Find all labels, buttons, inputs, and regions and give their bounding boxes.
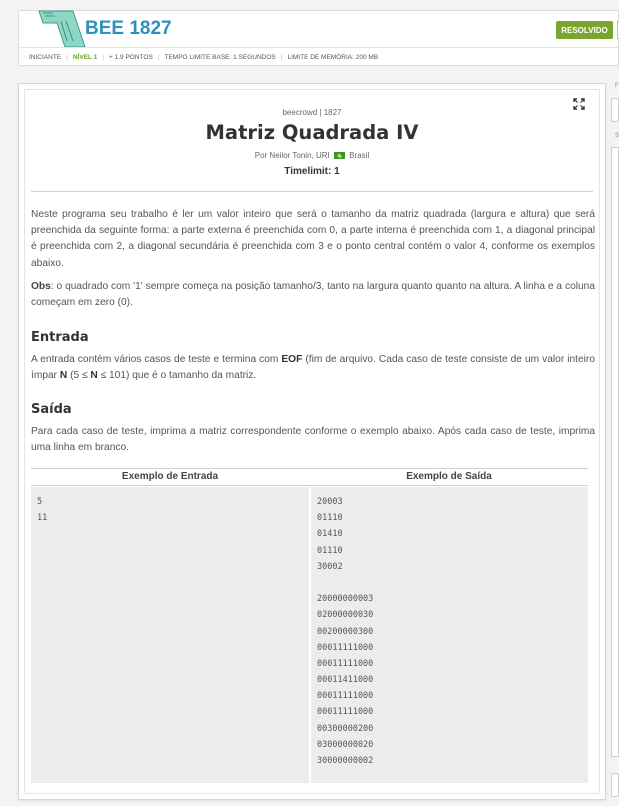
problem-statement-frame	[24, 89, 600, 794]
author-country: Brasil	[349, 151, 370, 160]
output-line: 00300000200	[317, 723, 374, 734]
meta-separator: |	[66, 53, 68, 61]
brazil-flag-icon	[334, 152, 345, 159]
output-line: 20000000003	[317, 594, 374, 605]
output-line: 00011111000	[317, 658, 374, 669]
example-output-header: Exemplo de Saída	[406, 471, 492, 482]
output-line: 03000000020	[317, 739, 374, 750]
input-text: ≤ 101) que é o tamanho da matriz.	[97, 370, 257, 382]
output-line: 00011411000	[317, 675, 374, 686]
input-text: (fim de arquivo. Cada caso de teste consiste de um valor inteiro ímpar	[31, 354, 595, 382]
output-description: Para cada caso de teste, imprima a matriz correspondente conforme o exemplo abaixo. Após cada caso de teste, imprima uma linha em branco.	[31, 426, 595, 454]
input-text: (5 ≤	[67, 370, 91, 382]
output-line: 00011111000	[317, 642, 374, 653]
language-select[interactable]	[611, 98, 619, 122]
code-editor[interactable]	[611, 147, 619, 757]
meta-separator: |	[102, 53, 105, 61]
input-text: A entrada contém vários casos de teste e termina com	[31, 354, 282, 365]
output-line: 01110	[317, 513, 343, 524]
problem-title: Matriz Quadrada IV	[205, 121, 419, 144]
output-line: 00011111000	[317, 707, 374, 718]
beecrowd-logo-icon	[33, 1, 91, 47]
input-line: 5	[37, 497, 43, 507]
output-line: 02000000030	[317, 610, 374, 621]
problem-author	[25, 151, 599, 160]
submit-button[interactable]	[611, 773, 619, 797]
problem-description: Neste programa seu trabalho é ler um valor inteiro que será o tamanho da matriz quadrada (largura e altura) que será preenchida da seguinte forma: a parte externa é preenchida com 0, a parte interna é preenchida com 1, a diagonal principal é preenchida com 2, a diagonal secundária é preenchida com 3 e o ponto central contém o valor 4, conforme os exemplos abaixo.	[31, 209, 595, 269]
output-heading: Saída	[31, 402, 72, 417]
input-eof: EOF	[281, 354, 303, 365]
level-label[interactable]: NÍVEL 1	[72, 53, 98, 61]
output-line: 20003	[317, 497, 343, 507]
problem-meta-bar	[19, 47, 618, 66]
problem-statement-card	[18, 83, 606, 800]
input-description	[31, 352, 595, 384]
example-input-header: Exemplo de Entrada	[121, 471, 219, 482]
output-line: 30002	[317, 561, 343, 572]
examples-header	[31, 468, 588, 486]
problem-code: BEE 1827	[85, 18, 172, 39]
solved-button[interactable]: RESOLVIDO	[556, 21, 613, 39]
output-line: 30000000002	[317, 756, 374, 766]
problem-timelimit: Timelimit: 1	[284, 166, 340, 177]
side-label: F	[615, 83, 619, 89]
category-label[interactable]: INICIANTE	[29, 53, 62, 61]
input-heading: Entrada	[31, 330, 89, 345]
memory-limit-label: LIMITE DE MEMÓRIA: 200 MB	[287, 53, 379, 61]
output-line	[317, 575, 588, 591]
editor-side-panel	[609, 83, 619, 806]
meta-separator: |	[280, 53, 283, 61]
time-limit-label: TEMPO LIMITE BASE: 1 SEGUNDOS	[164, 53, 276, 61]
input-line: 11	[37, 513, 48, 524]
output-line: 01110	[317, 545, 343, 556]
output-line: 01410	[317, 529, 343, 540]
meta-separator: |	[157, 53, 160, 61]
problem-observation	[31, 279, 595, 311]
points-label: + 1.9 PONTOS	[109, 53, 153, 61]
output-line: 00011111000	[317, 691, 374, 702]
problem-header	[18, 10, 619, 66]
side-label: S	[615, 133, 619, 139]
example-output-block[interactable]	[311, 487, 588, 783]
input-n: N	[59, 370, 68, 382]
problem-source: beecrowd | 1827	[282, 108, 342, 117]
input-n: N	[90, 370, 98, 382]
obs-label: Obs	[31, 281, 51, 292]
examples-table	[31, 468, 588, 784]
obs-text: : o quadrado com '1' sempre começa na posição tamanho/3, tanto na largura quanto quanto na altura. A linha e a coluna começam em zero (0).	[31, 281, 595, 309]
divider	[31, 191, 593, 192]
output-line: 00200000300	[317, 626, 374, 637]
example-input-block[interactable]	[31, 487, 309, 783]
author-name[interactable]: Por Neilor Tonin, URI	[254, 151, 330, 160]
